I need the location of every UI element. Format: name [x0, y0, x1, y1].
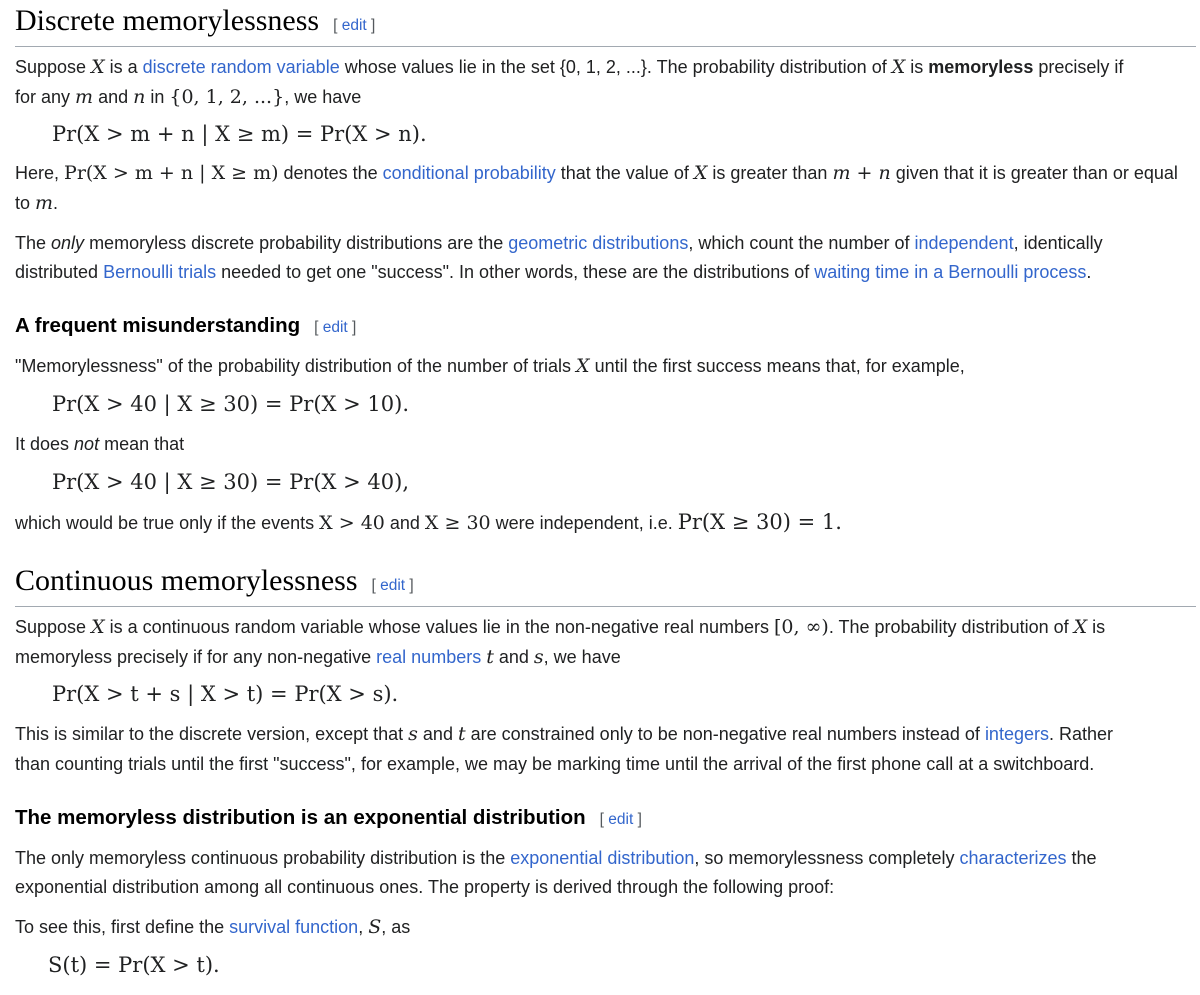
math-event: X > 40 [319, 512, 385, 534]
link-conditional-probability[interactable]: conditional probability [382, 163, 556, 183]
math-n: n [133, 86, 146, 108]
text: , we have [284, 87, 362, 107]
link-discrete-random-variable[interactable]: discrete random variable [142, 57, 340, 77]
formula-example: Pr(X > 40 | X ≥ 30) = Pr(X > 10). [52, 392, 410, 416]
paragraph [15, 843, 1097, 873]
link-independent[interactable]: independent [914, 233, 1014, 253]
edit-section-link: [ edit ] [333, 17, 376, 34]
text: that the value of [555, 163, 694, 183]
math-t: t [457, 723, 466, 745]
paragraph-line [15, 82, 361, 112]
text: This is similar to the discrete version, except that [15, 724, 409, 744]
math-event: X ≥ 30 [424, 512, 491, 534]
text: . [1086, 262, 1092, 282]
heading-text: The memoryless distribution is an exponential distribution [15, 806, 586, 829]
text: mean that [99, 434, 185, 454]
heading-text: Continuous memorylessness [15, 564, 358, 597]
math-expression: Pr(X ≥ 30) = 1. [677, 510, 842, 534]
subsection-heading-misunderstanding [15, 313, 356, 341]
text: . Rather [1048, 724, 1114, 744]
text: . The probability distribution of [828, 617, 1074, 637]
text: and [93, 87, 134, 107]
math-s: s [533, 646, 544, 668]
text: The [15, 233, 52, 253]
text: is greater than [707, 163, 833, 183]
math-m: m [35, 192, 54, 214]
math-m: m [75, 86, 94, 108]
formula-continuous-memoryless: Pr(X > t + s | X > t) = Pr(X > s). [52, 682, 399, 706]
edit-link[interactable]: edit [608, 811, 634, 828]
text: in [145, 87, 170, 107]
link-geometric-distributions[interactable]: geometric distributions [508, 233, 689, 253]
text: It does [15, 434, 75, 454]
heading-text: A frequent misunderstanding [15, 314, 301, 337]
link-exponential-distribution[interactable]: exponential distribution [510, 848, 695, 868]
text: , so memorylessness completely [694, 848, 960, 868]
paragraph [15, 429, 184, 459]
paragraph [15, 228, 1103, 258]
math-x: X [693, 162, 708, 184]
edit-link[interactable]: edit [322, 319, 348, 336]
math-m-plus-n: m + n [832, 162, 891, 184]
text: , we have [543, 647, 621, 667]
text: were independent, i.e. [490, 513, 678, 533]
text: is a [104, 57, 143, 77]
link-real-numbers[interactable]: real numbers [376, 647, 482, 667]
text: memoryless discrete probability distributions are the [84, 233, 509, 253]
math-t: t [486, 646, 494, 668]
text: Suppose [15, 57, 92, 77]
text: whose values lie in the set {0, 1, 2, ...}. The probability distribution of [339, 57, 892, 77]
text: than counting trials until the first "success", for example, we may be marking time until the arrival of the first phone call at a switchboard. [15, 754, 1095, 774]
italic-text: only [51, 233, 85, 253]
paragraph [15, 612, 1105, 642]
paragraph [15, 158, 1178, 188]
text: is a continuous random variable whose values lie in the non-negative real numbers [104, 617, 774, 637]
text: given that it is greater than or equal [890, 163, 1178, 183]
link-integers[interactable]: integers [984, 724, 1049, 744]
text: until the first success means that, for example, [589, 356, 965, 376]
text: is [905, 57, 929, 77]
edit-link[interactable]: edit [341, 17, 367, 34]
paragraph [15, 912, 410, 942]
text: precisely if [1033, 57, 1124, 77]
paragraph [15, 719, 1113, 749]
link-bernoulli-process[interactable]: waiting time in a Bernoulli process [814, 262, 1087, 282]
paragraph [15, 507, 842, 538]
math-x: X [91, 56, 105, 78]
text: the [1066, 848, 1097, 868]
math-x: X [891, 56, 906, 78]
text: , [358, 917, 369, 937]
text: which would be true only if the events [15, 513, 320, 533]
text: to [15, 193, 36, 213]
math-interval: [0, ∞) [773, 616, 829, 638]
link-characterizes[interactable]: characterizes [959, 848, 1067, 868]
text: are constrained only to be non-negative real numbers instead of [465, 724, 985, 744]
section-heading-discrete [15, 4, 1196, 47]
section-heading-continuous [15, 564, 1196, 607]
bold-term: memoryless [928, 57, 1034, 77]
paragraph-line [15, 749, 1094, 779]
text: needed to get one "success". In other words, these are the distributions of [216, 262, 815, 282]
subsection-heading-exponential [15, 805, 642, 833]
text: , identically [1013, 233, 1103, 253]
formula-counterexample: Pr(X > 40 | X ≥ 30) = Pr(X > 40), [52, 470, 410, 494]
edit-section-link: [ edit ] [371, 577, 414, 594]
italic-text: not [74, 434, 100, 454]
math-x: X [576, 355, 590, 377]
link-bernoulli-trials[interactable]: Bernoulli trials [103, 262, 217, 282]
formula-survival-function: S(t) = Pr(X > t). [48, 953, 220, 977]
text: for any [15, 87, 76, 107]
paragraph [15, 52, 1123, 82]
text: distributed [15, 262, 104, 282]
text: Here, [15, 163, 65, 183]
edit-link[interactable]: edit [380, 577, 406, 594]
edit-section-link: [ edit ] [314, 319, 357, 336]
formula-discrete-memoryless: Pr(X > m + n | X ≥ m) = Pr(X > n). [52, 122, 427, 146]
math-s: s [408, 723, 418, 745]
text: and [493, 647, 534, 667]
text: . [53, 193, 59, 213]
math-x: X [1073, 616, 1088, 638]
text: is [1087, 617, 1106, 637]
text: "Memorylessness" of the probability distribution of the number of trials [15, 356, 577, 376]
heading-text: Discrete memorylessness [15, 4, 320, 37]
math-x: X [91, 616, 105, 638]
paragraph-line [15, 257, 1091, 287]
text: , which count the number of [688, 233, 915, 253]
paragraph-line [15, 872, 834, 902]
text: Suppose [15, 617, 92, 637]
math-set: {0, 1, 2, ...} [169, 86, 285, 108]
paragraph [15, 351, 965, 381]
text: To see this, first define the [15, 917, 230, 937]
text: and [384, 513, 425, 533]
text: denotes the [278, 163, 383, 183]
link-survival-function[interactable]: survival function [229, 917, 359, 937]
text: memoryless precisely if for any non-negative [15, 647, 377, 667]
text: The only memoryless continuous probability distribution is the [15, 848, 511, 868]
paragraph-line [15, 642, 621, 672]
text: and [417, 724, 458, 744]
text: , as [381, 917, 411, 937]
math-expression: Pr(X > m + n | X ≥ m) [64, 162, 279, 184]
paragraph-line [15, 188, 58, 218]
text: exponential distribution among all continuous ones. The property is derived through the following proof: [15, 877, 835, 897]
edit-section-link: [ edit ] [599, 811, 642, 828]
math-S: S [368, 916, 382, 938]
